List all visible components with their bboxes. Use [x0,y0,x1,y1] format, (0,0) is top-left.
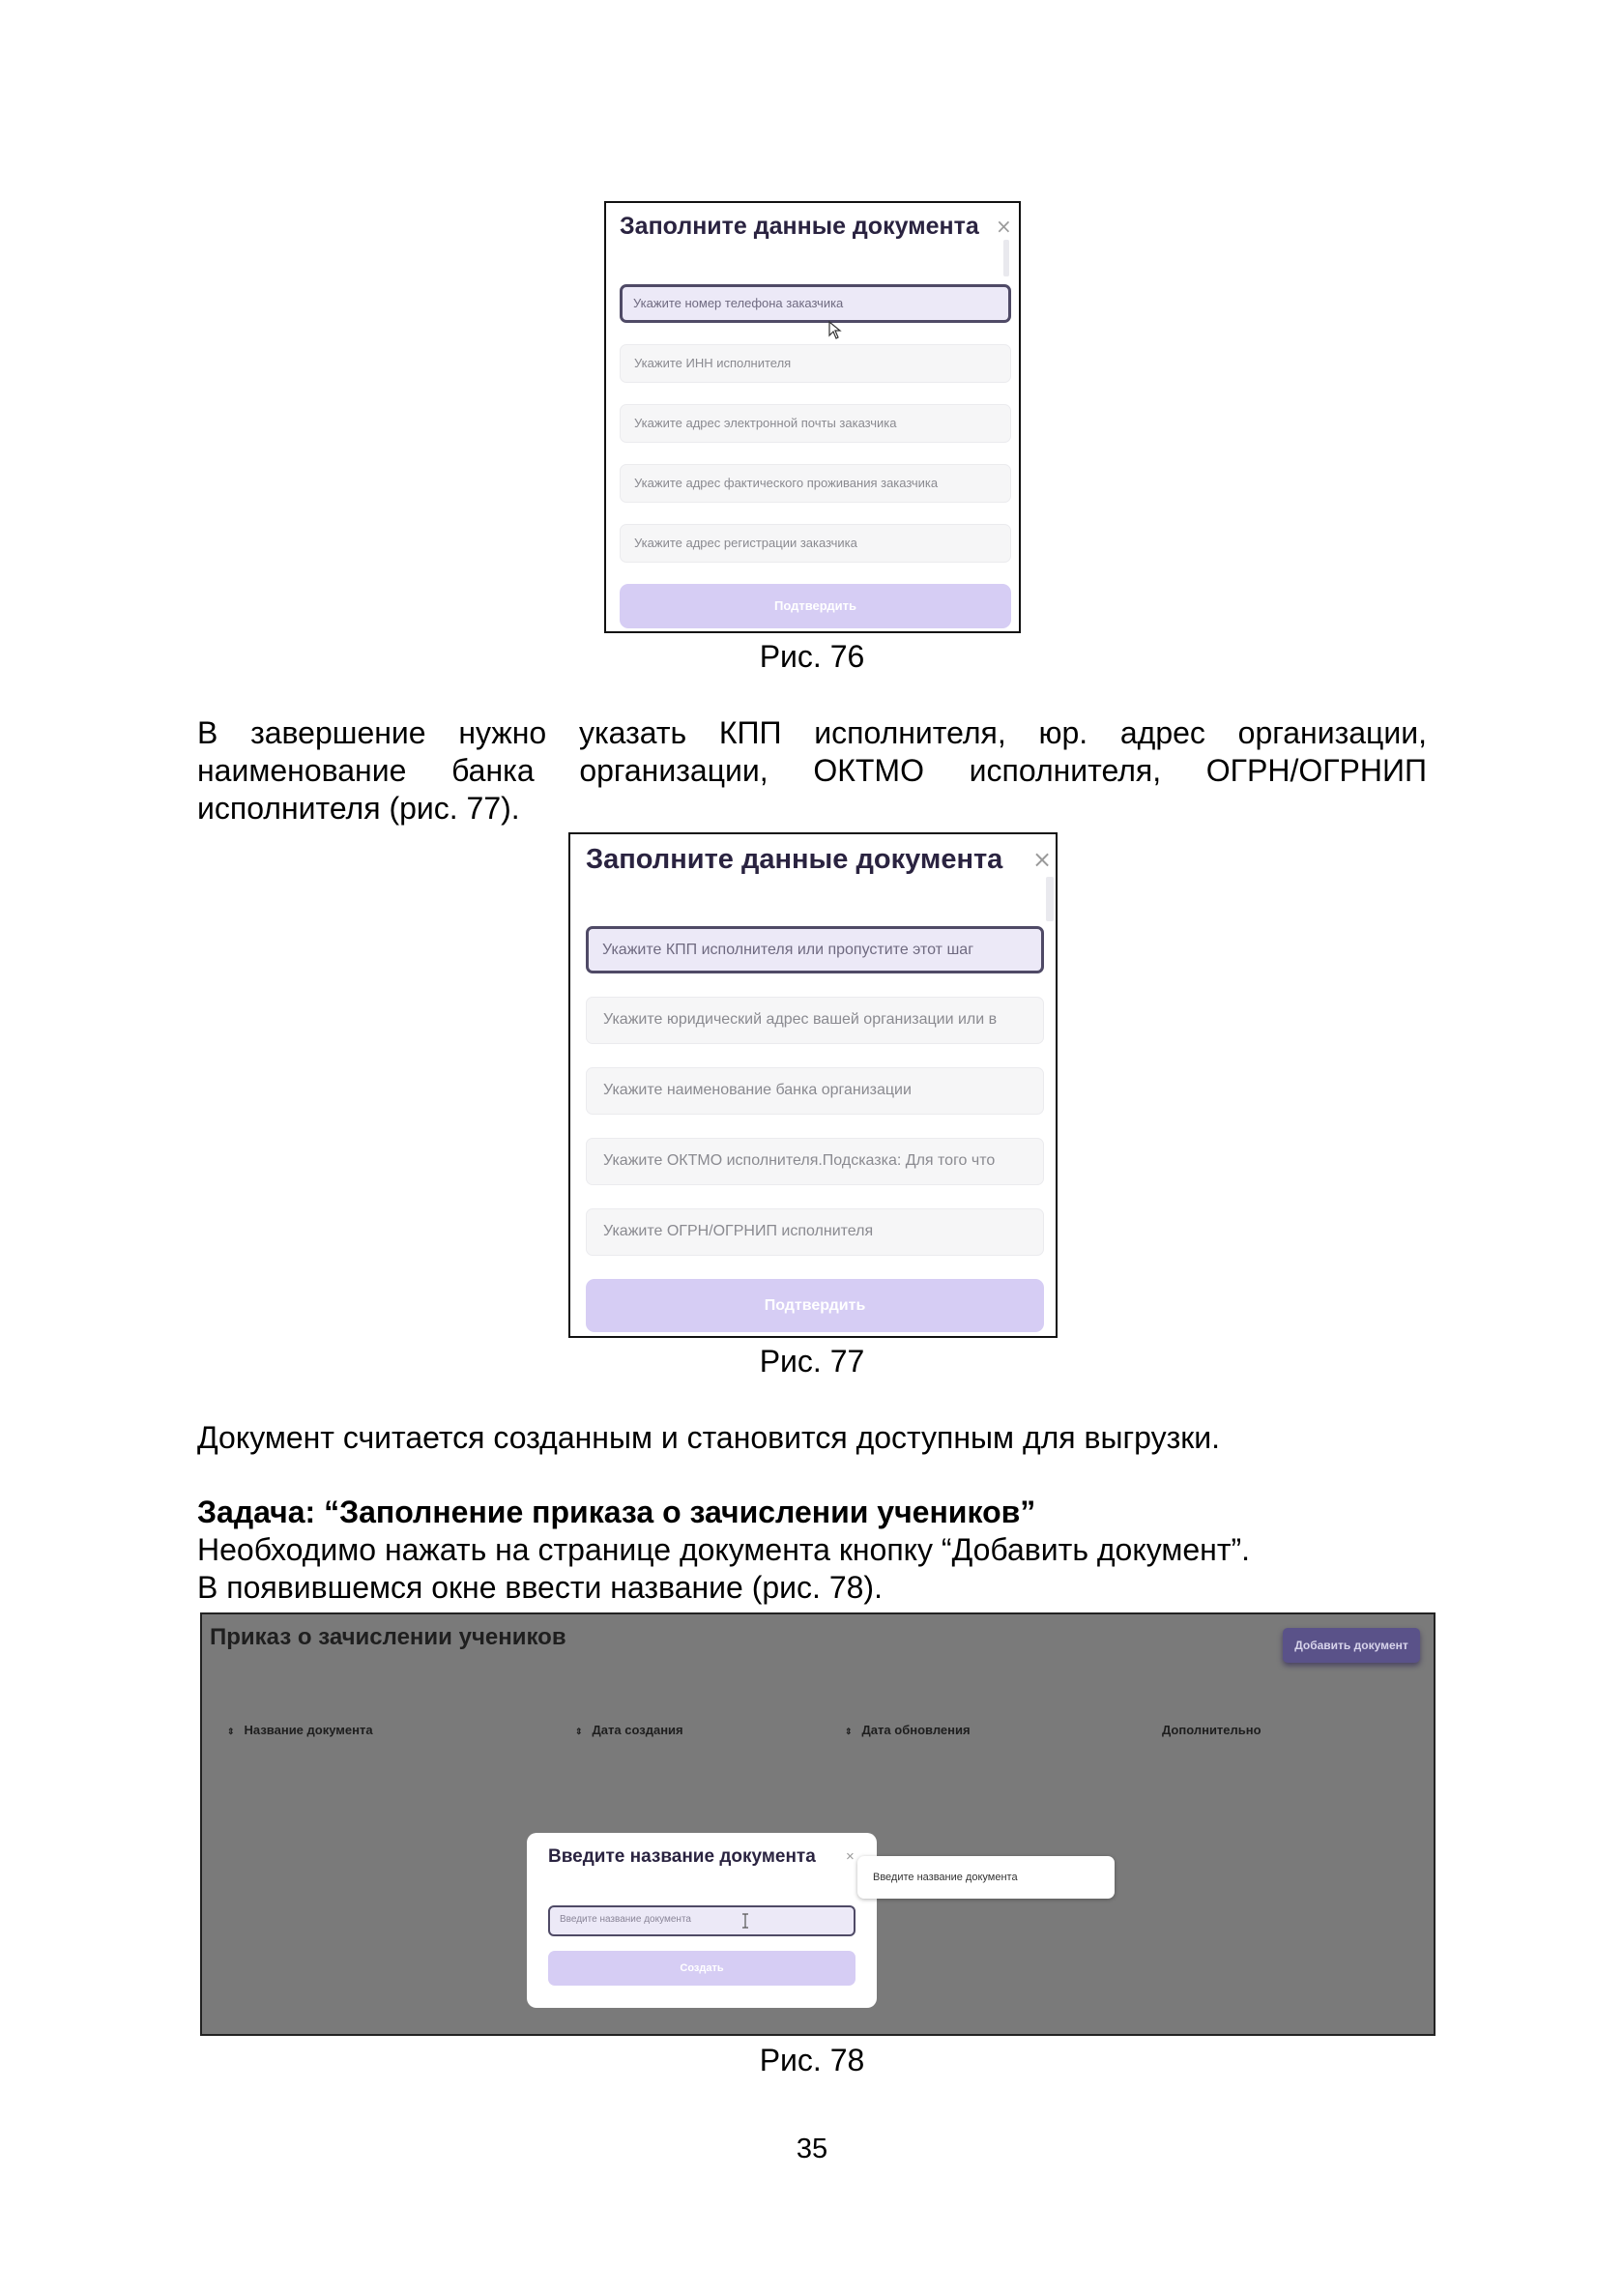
confirm-button[interactable]: Подтвердить [586,1279,1044,1332]
registration-address-input[interactable]: Укажите адрес регистрации заказчика [620,524,1011,563]
scrollbar[interactable] [1003,240,1009,276]
modal-title: Введите название документа [548,1846,816,1867]
paragraph [197,1419,1427,1457]
close-icon[interactable]: × [1032,846,1053,873]
ogrn-input[interactable]: Укажите ОГРН/ОГРНИП исполнителя [586,1208,1044,1256]
close-icon[interactable]: × [846,1848,855,1865]
figure-caption: Рис. 77 [759,1344,865,1379]
paragraph-line: Необходимо нажать на странице документа кнопку “Добавить документ”. [197,1532,1251,1567]
inn-input[interactable]: Укажите ИНН исполнителя [620,344,1011,383]
column-header-extra: Дополнительно [1162,1723,1262,1737]
confirm-button[interactable]: Подтвердить [620,584,1011,628]
oktmo-input[interactable]: Укажите ОКТМО исполнителя.Подсказка: Для того что [586,1138,1044,1185]
paragraph [197,714,1427,828]
dialog-title: Заполните данные документа [620,213,979,240]
figure-78 [200,1612,1436,2036]
close-icon[interactable]: × [996,215,1012,238]
bank-name-input[interactable]: Укажите наименование банка организации [586,1067,1044,1115]
column-header-name[interactable]: ⇕ Название документа [227,1723,373,1737]
actual-address-input[interactable]: Укажите адрес фактического проживания заказчика [620,464,1011,503]
paragraph-line: В завершение нужно указать КПП исполнителя, юр. адрес организации, [197,715,1427,750]
page-title: Приказ о зачислении учеников [210,1624,566,1650]
kpp-input[interactable]: Укажите КПП исполнителя или пропустите этот шаг [586,926,1044,973]
text-cursor-icon [741,1913,749,1929]
paragraph-line: Документ считается созданным и становится доступным для выгрузки. [197,1420,1221,1455]
figure-77 [568,832,1058,1338]
create-document-modal [527,1833,877,2008]
sort-icon[interactable]: ⇕ [845,1727,853,1736]
phone-input[interactable]: Укажите номер телефона заказчика [620,284,1011,323]
task-block [197,1494,1427,1607]
document-name-input[interactable]: Введите название документа [548,1905,856,1936]
column-header-created[interactable]: ⇕ Дата создания [575,1723,683,1737]
cursor-icon [828,321,842,340]
create-button[interactable]: Создать [548,1951,856,1986]
tooltip: Введите название документа [857,1856,1115,1899]
figure-caption: Рис. 76 [759,639,865,674]
dialog-title: Заполните данные документа [586,844,1003,875]
paragraph-line: исполнителя (рис. 77). [197,791,520,826]
paragraph-line: наименование банка организации, ОКТМО исполнителя, ОГРН/ОГРНИП [197,753,1427,788]
scrollbar[interactable] [1046,877,1054,921]
legal-address-input[interactable]: Укажите юридический адрес вашей организации или в [586,997,1044,1044]
email-input[interactable]: Укажите адрес электронной почты заказчика [620,404,1011,443]
sort-icon[interactable]: ⇕ [227,1727,235,1736]
page-number: 35 [796,2134,828,2164]
figure-76 [604,201,1021,633]
figure-caption: Рис. 78 [759,2043,865,2077]
paragraph-line: В появившемся окне ввести название (рис. 78). [197,1570,883,1605]
sort-icon[interactable]: ⇕ [575,1727,583,1736]
task-heading: Задача: “Заполнение приказа о зачислении учеников” [197,1495,1036,1529]
add-document-button[interactable]: Добавить документ [1283,1628,1420,1663]
column-header-updated[interactable]: ⇕ Дата обновления [845,1723,971,1737]
